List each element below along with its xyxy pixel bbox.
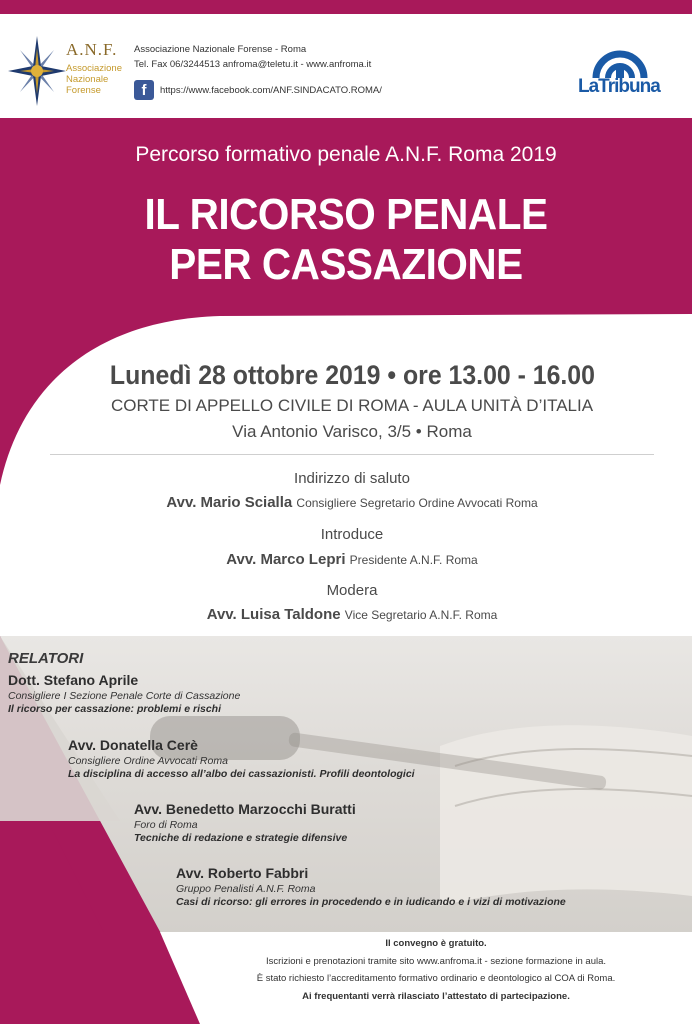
footer-certificate: Ai frequentanti verrà rilasciato l’attestato di partecipazione.	[302, 991, 570, 1002]
anf-logo-title: A.N.F.	[66, 40, 118, 59]
person-name: Avv. Marco Lepri	[226, 551, 346, 568]
program-role: Introduce	[320, 526, 384, 543]
program-person	[0, 606, 692, 623]
person-name: Avv. Mario Scialla	[166, 494, 293, 511]
speaker-name: Avv. Donatella Cerè	[68, 737, 198, 753]
person-name: Avv. Luisa Taldone	[206, 606, 341, 623]
event-date-time: Lunedì 28 ottobre 2019 • ore 13.00 - 16.00	[109, 360, 595, 390]
course-subtitle: Percorso formativo penale A.N.F. Roma 2019	[135, 143, 557, 166]
program-role: Modera	[326, 582, 378, 599]
speaker	[176, 865, 566, 908]
anf-logo-sub-line: Forense	[66, 85, 101, 96]
event-title-line: IL RICORSO PENALE	[144, 190, 548, 239]
event-title-line: PER CASSAZIONE	[169, 240, 523, 289]
speaker-name: Dott. Stefano Aprile	[8, 672, 139, 688]
latribuna-arch-icon	[592, 44, 648, 78]
org-info	[134, 42, 371, 72]
anf-logo-subtitle	[66, 63, 122, 96]
speaker-name: Avv. Benedetto Marzocchi Buratti	[134, 801, 356, 817]
footer-registration: Iscrizioni e prenotazioni tramite sito www.anfroma.it - sezione formazione in aula.	[265, 956, 607, 967]
facebook-url[interactable]: https://www.facebook.com/ANF.SINDACATO.ROMA/	[160, 84, 382, 96]
speaker-topic: La disciplina di accesso all’albo dei cassazionisti. Profili deontologici	[68, 768, 415, 780]
org-contacts[interactable]: Tel. Fax 06/3244513 anfroma@teletu.it - www.anfroma.it	[134, 59, 372, 70]
program-person	[0, 551, 692, 568]
top-color-strip	[0, 0, 692, 14]
speaker	[8, 672, 240, 715]
latribuna-logo	[574, 44, 684, 104]
org-name: Associazione Nazionale Forense - Roma	[134, 44, 307, 55]
facebook-link[interactable]	[134, 80, 382, 100]
speaker-role: Gruppo Penalisti A.N.F. Roma	[176, 883, 316, 895]
program-role: Indirizzo di saluto	[294, 470, 410, 487]
speaker-topic: Tecniche di redazione e strategie difensive	[134, 832, 348, 844]
footer-free-note: Il convegno è gratuito.	[385, 938, 487, 949]
footer-accreditation: È stato richiesto l’accreditamento formativo ordinario e deontologico al COA di Roma.	[256, 973, 616, 984]
anf-logo	[8, 36, 128, 108]
speaker-topic: Casi di ricorso: gli errores in procedendo e in iudicando e i vizi di motivazione	[176, 896, 566, 908]
speaker-role: Consigliere I Sezione Penale Corte di Cassazione	[8, 690, 241, 702]
person-desc: Consigliere Segretario Ordine Avvocati Roma	[296, 496, 538, 510]
speaker-name: Avv. Roberto Fabbri	[176, 865, 309, 881]
header	[0, 14, 692, 118]
compass-star-icon	[8, 36, 66, 106]
event-venue: CORTE DI APPELLO CIVILE DI ROMA - AULA UNITÀ D’ITALIA	[110, 396, 594, 415]
person-desc: Presidente A.N.F. Roma	[349, 553, 478, 567]
footer-magenta-triangle	[0, 932, 200, 1024]
speaker-topic: Il ricorso per cassazione: problemi e rischi	[8, 703, 221, 715]
speaker	[68, 737, 415, 780]
event-address: Via Antonio Varisco, 3/5 • Roma	[232, 422, 472, 441]
program-person	[0, 494, 692, 511]
divider	[50, 454, 654, 455]
latribuna-wordmark: LaTribuna	[578, 76, 660, 97]
speaker-role: Consigliere Ordine Avvocati Roma	[68, 755, 228, 767]
speaker	[134, 801, 356, 844]
anf-logo-sub-line: Nazionale	[66, 74, 109, 85]
event-title	[28, 190, 665, 290]
speaker-role: Foro di Roma	[134, 819, 198, 831]
relatori-heading: RELATORI	[8, 650, 84, 667]
facebook-icon: f	[134, 80, 154, 100]
person-desc: Vice Segretario A.N.F. Roma	[344, 608, 498, 622]
anf-logo-sub-line: Associazione	[66, 63, 122, 74]
